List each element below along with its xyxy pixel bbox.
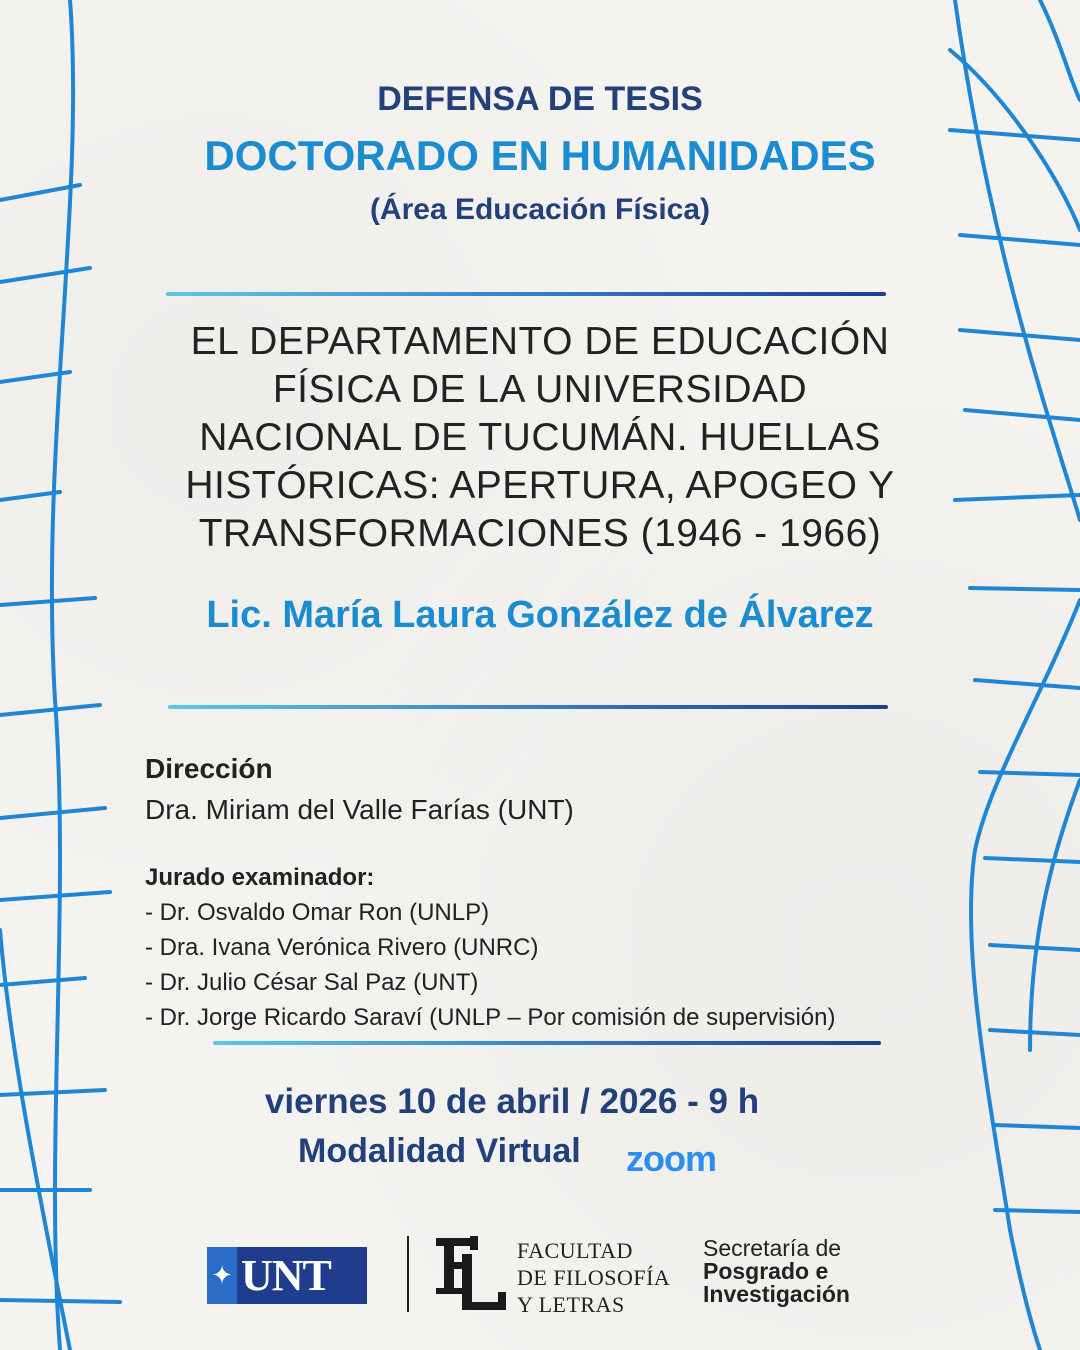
event-type-heading: DEFENSA DE TESIS [377,80,703,118]
divider-middle [168,705,888,709]
thesis-title-line: FÍSICA DE LA UNIVERSIDAD [272,368,808,411]
jury-label: Jurado examinador: [145,864,375,891]
thesis-title [160,318,920,558]
faculty-name: FACULTAD DE FILOSOFÍA Y LETRAS [517,1238,671,1317]
jury-member: - Dra. Ivana Verónica Rivero (UNRC) [145,934,539,961]
zoom-logo: zoom [626,1138,716,1179]
star-icon: ✦ [207,1247,237,1304]
faculty-monogram-logo [432,1234,510,1314]
jury-section [145,860,836,1035]
direction-label: Dirección [145,753,273,784]
logo-separator [407,1236,409,1312]
program-heading: DOCTORADO EN HUMANIDADES [204,132,876,179]
jury-member: - Dr. Julio César Sal Paz (UNT) [145,969,479,996]
jury-member: - Dr. Osvaldo Omar Ron (UNLP) [145,899,490,926]
secretaria-logo: Secretaría de Posgrado e Investigación [703,1235,850,1307]
thesis-title-line: TRANSFORMACIONES (1946 - 1966) [198,512,882,555]
thesis-title-line: NACIONAL DE TUCUMÁN. HUELLAS [199,416,881,459]
divider-bottom [213,1041,881,1045]
unt-logo: ✦ UNT [207,1247,367,1304]
area-subheading: (Área Educación Física) [369,193,711,226]
thesis-title-line: EL DEPARTAMENTO DE EDUCACIÓN [190,320,890,363]
divider-top [166,292,886,296]
event-date: viernes 10 de abril / 2026 - 9 h [264,1082,760,1121]
author-name: Lic. María Laura González de Álvarez [206,594,874,636]
jury-member: - Dr. Jorge Ricardo Saraví (UNLP – Por comisión de supervisión) [145,1004,836,1031]
event-modality: Modalidad Virtual [298,1132,581,1170]
thesis-title-line: HISTÓRICAS: APERTURA, APOGEO Y [185,464,895,507]
director-name: Dra. Miriam del Valle Farías (UNT) [145,794,574,825]
